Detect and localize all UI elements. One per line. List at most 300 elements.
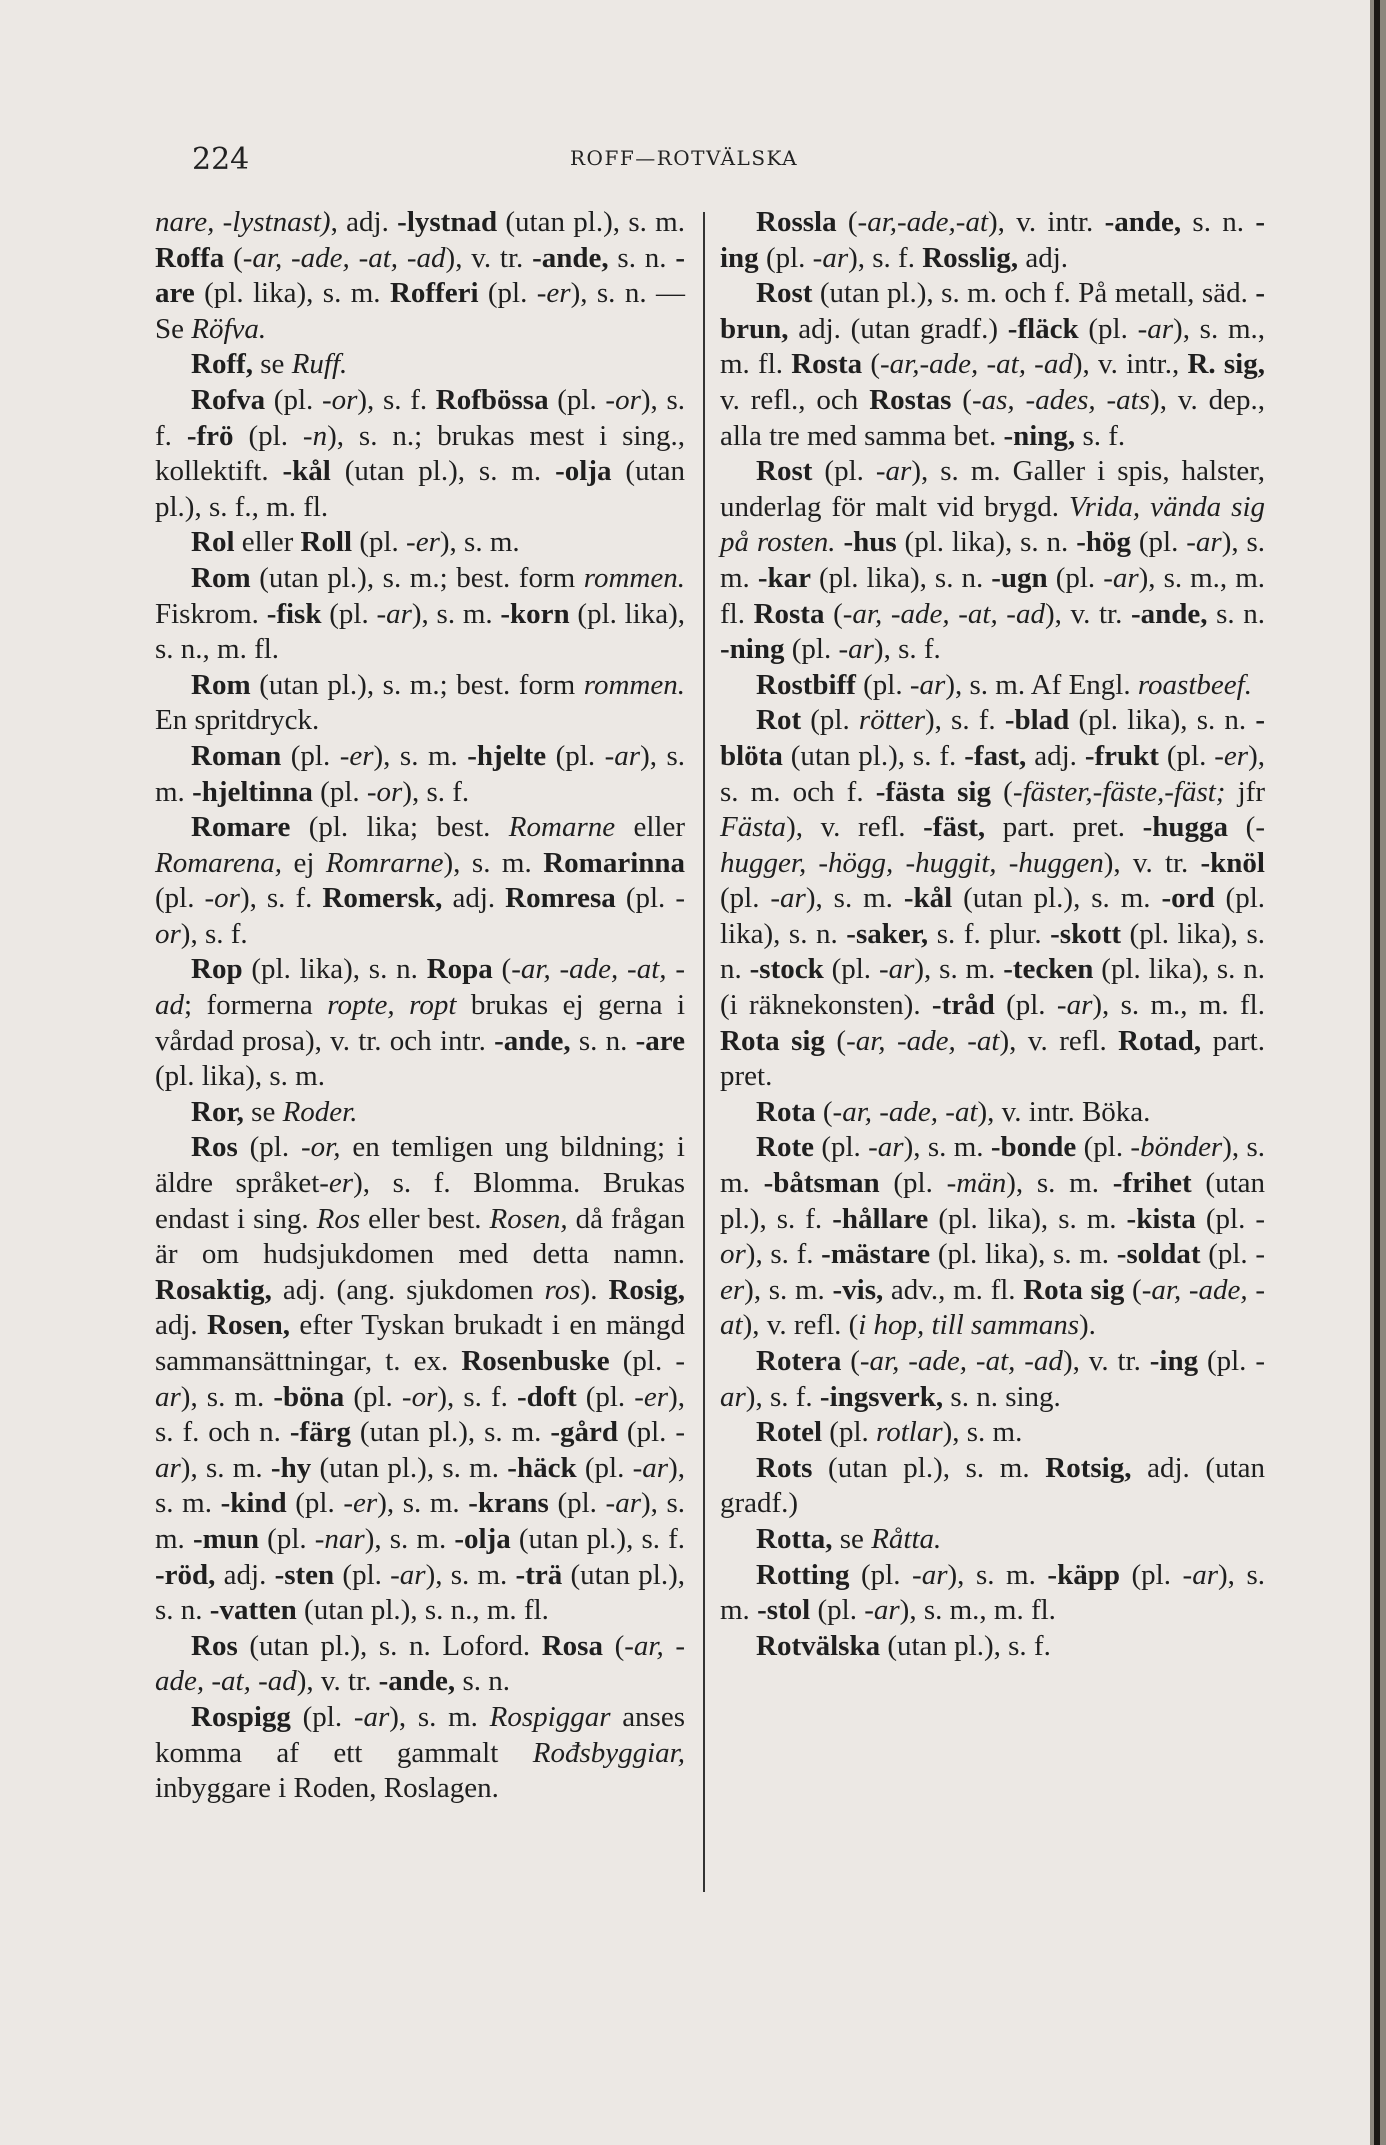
- italic-form: Vrida, vända sig på rosten.: [720, 490, 1265, 559]
- entry-text: ), s. m.: [439, 526, 520, 559]
- entry-text: ej: [282, 846, 326, 879]
- entry-text: ), s. f.: [873, 633, 941, 666]
- headword: -röd,: [155, 1558, 216, 1591]
- italic-form: -ar, -ade, -at, -ad: [842, 597, 1045, 630]
- entry-text: ), s. m.: [155, 739, 685, 808]
- page-number: 224: [192, 142, 250, 177]
- dictionary-entry: [155, 205, 685, 347]
- entry-text: (pl. lika), s. m.: [928, 1202, 1127, 1235]
- headword: Rofbössa: [435, 383, 549, 416]
- entry-text: ), v. tr.: [296, 1665, 379, 1698]
- dictionary-entry: [720, 1095, 1265, 1131]
- entry-text: (pl.: [312, 775, 367, 808]
- entry-text: ), s. n.; brukas mest i sing., kollektift.: [155, 419, 685, 488]
- entry-text: v. refl., och: [720, 383, 870, 416]
- entry-text: ), s. m., m. fl.: [1092, 989, 1265, 1022]
- italic-form: -ar, -ade, -at, -ad: [155, 1629, 685, 1698]
- dictionary-entry: [155, 561, 685, 668]
- italic-form: -ar: [605, 1487, 641, 1520]
- entry-text: (: [841, 1345, 860, 1377]
- italic-form: -or: [204, 882, 240, 915]
- italic-form: -er: [406, 526, 440, 559]
- entry-text: (: [1228, 811, 1256, 844]
- entry-text: ), v. tr.: [445, 241, 533, 274]
- entry-text: ), v. refl.: [999, 1024, 1119, 1057]
- headword: Rotvälska: [756, 1629, 881, 1662]
- entry-text: ), s. m. Galler i spis, halster, underlag för malt vid brygd.: [720, 455, 1265, 523]
- headword: Rossla: [756, 206, 837, 238]
- entry-text: ), v. tr.: [1062, 1345, 1150, 1377]
- headword: Rosig,: [608, 1273, 685, 1306]
- italic-form: -ar: [1186, 526, 1222, 559]
- headword: -hög: [1076, 526, 1131, 559]
- headword: Romersk,: [322, 882, 443, 915]
- entry-text: (: [602, 1629, 625, 1662]
- headword: -olja: [555, 455, 612, 488]
- entry-text: (pl.: [1119, 1558, 1183, 1591]
- entry-text: (pl. lika), s. n. (i räknekonsten).: [720, 953, 1266, 1022]
- entry-text: s. n.: [1181, 206, 1256, 238]
- headword: -are: [155, 241, 685, 310]
- headword: -doft: [517, 1380, 577, 1413]
- entry-text: efter Tyskan brukadt i en mängd sammansättningar, t. ex.: [155, 1309, 685, 1377]
- entry-text: ), s. m.: [947, 1558, 1048, 1591]
- dictionary-entry: [155, 1095, 685, 1131]
- headword: Rostas: [869, 383, 952, 416]
- entry-text: (pl.: [801, 704, 859, 737]
- entry-text: eller: [234, 526, 301, 559]
- entry-text: ), s. m.: [443, 846, 544, 879]
- headword: -ande,: [1130, 597, 1208, 630]
- dictionary-entry: [720, 1344, 1265, 1415]
- headword: Rots: [756, 1451, 813, 1484]
- headword: -vatten: [209, 1594, 297, 1627]
- entry-text: adv., m. fl.: [883, 1273, 1024, 1306]
- entry-text: ), s. m.: [425, 1558, 516, 1591]
- headword: Rol: [191, 526, 235, 559]
- italic-form: Rođsbyggiar,: [532, 1736, 685, 1769]
- entry-text: (pl. lika), s. m.: [155, 1060, 325, 1093]
- headword: Rosaktig,: [155, 1273, 272, 1306]
- headword: -kar: [757, 561, 811, 594]
- headword: -tecken: [1003, 953, 1094, 986]
- italic-form: Romarena,: [155, 846, 282, 879]
- italic-form: rötter: [858, 704, 925, 737]
- headword: -fäst,: [923, 811, 986, 844]
- entry-text: ), v. intr. Böka.: [977, 1095, 1151, 1128]
- headword: -korn: [500, 597, 570, 630]
- entry-text: (: [824, 597, 843, 630]
- entry-text: ), s. m.: [377, 1487, 469, 1520]
- entry-text: ), v. intr.,: [1072, 348, 1188, 381]
- headword: -blad: [1004, 704, 1070, 737]
- headword: Rostbiff: [756, 668, 856, 701]
- entry-text: ), s. m.: [411, 597, 501, 630]
- headword: -ugn: [991, 561, 1048, 594]
- headword: Rota: [756, 1095, 816, 1128]
- entry-text: ), s. m., m. fl.: [899, 1594, 1056, 1627]
- headword: -ande,: [532, 241, 609, 274]
- headword: -soldat: [1116, 1238, 1201, 1271]
- entry-text: (pl.: [576, 1451, 633, 1484]
- headword: -mun: [192, 1522, 260, 1555]
- entry-text: ), s. m.: [155, 1487, 686, 1555]
- entry-text: (: [1124, 1273, 1142, 1306]
- headword: -kista: [1126, 1202, 1196, 1235]
- entry-text: part. pret.: [985, 811, 1143, 844]
- headword: -gård: [550, 1416, 618, 1449]
- entry-text: (pl.: [615, 882, 676, 915]
- italic-form: -er: [634, 1380, 669, 1413]
- entry-text: (utan pl.), s. n.: [155, 1558, 685, 1627]
- headword: -ord: [1161, 882, 1215, 915]
- italic-form: -er: [1214, 739, 1249, 772]
- headword: Rost: [756, 277, 813, 310]
- headword: -hjelte: [467, 739, 547, 772]
- headword: Romresa: [505, 882, 616, 915]
- headword: Rosa: [541, 1629, 603, 1662]
- dictionary-entry: [720, 205, 1265, 276]
- headword: Roll: [300, 526, 353, 559]
- entry-text: (pl.: [879, 1167, 947, 1200]
- headword: Rop: [191, 953, 243, 986]
- italic-form: -ar, -ade, -at: [832, 1095, 978, 1128]
- italic-form: -ar: [1182, 1558, 1218, 1591]
- entry-text: (: [815, 1095, 833, 1128]
- right-column: [720, 205, 1265, 1664]
- entry-text: (utan pl.), s. m.: [812, 1451, 1046, 1484]
- headword: Ros: [191, 1131, 238, 1164]
- entry-text: s. f. plur.: [928, 917, 1051, 950]
- headword: -fästa sig: [875, 775, 991, 808]
- headword: Rotel: [756, 1416, 823, 1449]
- italic-form: -ar,-ade,-at: [857, 206, 989, 238]
- entry-text: s. n.: [1207, 597, 1265, 630]
- italic-form: -ar: [1056, 989, 1093, 1022]
- headword: Roff,: [191, 348, 254, 381]
- entry-text: s. n.: [608, 241, 676, 274]
- entry-text: ), s. m.: [942, 1416, 1023, 1449]
- italic-form: Ruff.: [291, 348, 348, 381]
- headword: -saker,: [846, 917, 929, 950]
- headword: -bonde: [990, 1131, 1077, 1164]
- italic-form: -ar: [1137, 312, 1174, 345]
- italic-form: -bönder: [1130, 1131, 1223, 1164]
- headword: -kål: [903, 882, 953, 915]
- entry-text: (pl.: [813, 1131, 869, 1164]
- entry-text: ), s. m.: [720, 526, 1266, 594]
- headword: R. sig,: [1187, 348, 1265, 381]
- running-head: ROFF—ROTVÄLSKA: [570, 146, 799, 170]
- entry-text: adj.: [442, 882, 506, 915]
- italic-form: -ar, -ade, -at: [720, 1273, 1265, 1342]
- entry-text: ), s. m.: [389, 1700, 490, 1733]
- entry-text: (pl.: [720, 882, 771, 915]
- entry-text: (pl.: [1131, 526, 1187, 559]
- entry-text: (pl.: [548, 1487, 606, 1520]
- italic-form: Råtta.: [871, 1522, 942, 1555]
- italic-form: -män: [946, 1167, 1007, 1200]
- entry-text: adj. (utan gradf.): [720, 1451, 1265, 1520]
- dictionary-entry: [155, 383, 685, 525]
- entry-text: (utan pl.), s. m.; best. form: [250, 561, 584, 594]
- entry-text: (utan pl.), s. m. och f. På metall, säd.: [812, 277, 1256, 310]
- entry-text: (pl. lika), s. n., m. fl.: [155, 597, 686, 666]
- entry-text: (pl.: [810, 1594, 865, 1627]
- entry-text: (: [991, 775, 1013, 808]
- entry-text: ), s. m. Af Engl.: [945, 668, 1138, 701]
- headword: Rotting: [756, 1558, 850, 1591]
- entry-text: adj.: [1018, 241, 1069, 274]
- headword: Rosenbuske: [461, 1345, 610, 1377]
- entry-text: (utan pl.), s. m.: [330, 455, 556, 488]
- entry-text: (utan pl.), s. f.: [510, 1522, 686, 1555]
- entry-text: (utan pl.), s. n. Loford.: [237, 1629, 542, 1662]
- italic-form: -ar: [878, 953, 915, 986]
- entry-text: (pl. lika), s. n.: [242, 953, 427, 986]
- headword: -sten: [274, 1558, 335, 1591]
- entry-text: (pl.: [1195, 1202, 1256, 1235]
- entry-text: ), s. m.: [914, 953, 1004, 986]
- entry-text: ), s. f. och n.: [155, 1380, 686, 1449]
- italic-form: -ar, -ade, -at, -ad: [155, 953, 685, 1022]
- entry-text: ), s. f.: [848, 241, 923, 274]
- italic-form: -ar: [875, 455, 912, 488]
- italic-form: -or: [366, 775, 403, 808]
- entry-text: ), s. f.: [180, 917, 248, 950]
- entry-text: part. pret.: [720, 1024, 1265, 1093]
- italic-form: -or: [401, 1380, 438, 1413]
- italic-form: er: [328, 1167, 354, 1200]
- headword: -tråd: [931, 989, 995, 1022]
- entry-text: då frågan är om hudsjukdomen med detta namn.: [155, 1202, 685, 1271]
- entry-text: (utan pl.), s. m.; best. form: [250, 668, 584, 701]
- binding-shadow: [1374, 0, 1380, 2145]
- headword: -kind: [220, 1487, 287, 1520]
- entry-text: s. n.: [570, 1024, 636, 1057]
- headword: -fläck: [1007, 312, 1079, 345]
- italic-form: -or: [321, 383, 358, 416]
- headword: -mästare: [821, 1238, 931, 1271]
- entry-text: (pl.: [321, 597, 377, 630]
- entry-text: se: [243, 1095, 283, 1128]
- entry-text: ), s. f.: [745, 1238, 822, 1271]
- italic-form: -or: [155, 882, 685, 950]
- italic-form: Romrarne: [325, 846, 444, 879]
- entry-text: (pl.: [259, 1522, 315, 1555]
- entry-text: (pl.: [233, 419, 303, 452]
- entry-text: (pl.: [849, 1558, 913, 1591]
- dictionary-entry: [155, 952, 685, 1094]
- entry-text: ), v. tr.: [1044, 597, 1131, 630]
- italic-form: -ar: [868, 1131, 904, 1164]
- italic-form: Ros: [316, 1202, 361, 1235]
- entry-text: ), s. f.: [402, 775, 470, 808]
- entry-text: jfr: [1225, 775, 1265, 808]
- headword: -hy: [270, 1451, 312, 1484]
- dictionary-entry: [720, 1451, 1265, 1522]
- headword: Romare: [191, 811, 291, 844]
- entry-text: (: [836, 206, 858, 238]
- dictionary-entry: [720, 454, 1265, 668]
- headword: Romarinna: [543, 846, 686, 879]
- entry-text: (pl.: [281, 739, 340, 772]
- entry-text: (pl.: [548, 383, 606, 416]
- italic-form: -ar: [1103, 561, 1139, 594]
- headword: Roffa: [155, 241, 225, 274]
- italic-form: rommen.: [583, 668, 685, 701]
- italic-form: -ar, -ade, -at, -ad: [242, 241, 446, 274]
- italic-form: -ar: [770, 882, 806, 915]
- italic-form: -ar: [812, 241, 849, 274]
- entry-text: (pl.: [334, 1558, 391, 1591]
- italic-form: -er: [343, 1487, 378, 1520]
- headword: -kål: [282, 455, 331, 488]
- italic-form: -ar: [838, 633, 874, 666]
- entry-text: (pl. lika), s. m.: [930, 1238, 1117, 1271]
- headword: Rost: [756, 455, 813, 488]
- headword: Rosen,: [207, 1309, 291, 1342]
- entry-text: se: [832, 1522, 872, 1555]
- headword: Rota sig: [1023, 1273, 1125, 1306]
- italic-form: -ar: [632, 1451, 669, 1484]
- entry-text: (pl.: [290, 1700, 354, 1733]
- headword: -fast,: [964, 739, 1027, 772]
- entry-text: ), s. m., m. fl.: [720, 561, 1266, 630]
- entry-text: (pl. lika), s. n.: [720, 882, 1266, 950]
- italic-form: -fäster,-fäste,-fäst;: [1012, 775, 1226, 808]
- headword: -olja: [454, 1522, 511, 1555]
- headword: -ning: [720, 633, 785, 666]
- entry-text: (: [824, 1024, 847, 1057]
- entry-text: (: [862, 348, 881, 381]
- headword: -hugga: [1142, 811, 1229, 844]
- italic-form: -or: [720, 1202, 1265, 1271]
- italic-form: -ar: [376, 597, 412, 630]
- page-edge: [1370, 0, 1386, 2145]
- entry-text: ), s. m.: [1006, 1167, 1113, 1200]
- entry-text: ), s. m., m. fl.: [720, 312, 1266, 381]
- headword: Rosta: [753, 597, 825, 630]
- headword: Rosslig,: [922, 241, 1019, 274]
- headword: -vis,: [832, 1273, 884, 1306]
- entry-text: se: [253, 348, 292, 381]
- italic-form: Romarne: [508, 811, 616, 844]
- dictionary-entry: [155, 668, 685, 739]
- headword: -are: [635, 1024, 685, 1057]
- headword: -brun,: [720, 277, 1265, 345]
- entry-text: (utan pl.), s. f.: [782, 739, 965, 772]
- headword: -fisk: [266, 597, 322, 630]
- entry-text: adj. (ang. sjukdomen: [271, 1273, 545, 1306]
- italic-form: -or,: [300, 1131, 341, 1164]
- italic-form: rommen.: [583, 561, 685, 594]
- headword: -hållare: [832, 1202, 929, 1235]
- headword: -båtsman: [763, 1167, 880, 1200]
- italic-form: -er: [536, 277, 571, 310]
- dictionary-entry: [155, 1629, 685, 1700]
- headword: -ing: [1149, 1345, 1199, 1377]
- dictionary-entry: [720, 1558, 1265, 1629]
- entry-text: (pl.: [1076, 1131, 1131, 1164]
- headword: Rom: [191, 561, 251, 594]
- entry-text: ), s. f. Blomma. Brukas endast i sing.: [155, 1167, 685, 1235]
- entry-text: ), v. tr.: [1103, 846, 1201, 879]
- entry-text: (pl.: [237, 1131, 301, 1164]
- headword: -trä: [515, 1558, 563, 1591]
- headword: -skott: [1050, 917, 1122, 950]
- entry-text: (pl.: [994, 989, 1057, 1022]
- entry-text: (pl.: [546, 739, 605, 772]
- dictionary-entry: [155, 1700, 685, 1807]
- headword: Rote: [756, 1131, 814, 1164]
- entry-text: (pl. lika), s. m.: [194, 277, 390, 310]
- italic-form: -ar,-ade, -at, -ad: [880, 348, 1073, 381]
- entry-text: (pl.: [822, 1416, 876, 1449]
- entry-text: ), s. m.: [364, 1522, 455, 1555]
- entry-text: ; formerna: [184, 989, 328, 1022]
- entry-text: (pl.: [855, 668, 910, 701]
- entry-text: s. f.: [1075, 419, 1126, 452]
- entry-text: ), s. m. och f.: [720, 739, 1265, 808]
- headword: -stol: [757, 1594, 811, 1627]
- headword: -färg: [289, 1416, 351, 1449]
- headword: -frukt: [1084, 739, 1159, 772]
- headword: -krans: [468, 1487, 549, 1520]
- entry-text: ), s. m.: [805, 882, 904, 915]
- italic-form: -ar, -ade, -at: [846, 1024, 1000, 1057]
- entry-text: (pl. lika), s. n.: [811, 561, 992, 594]
- entry-text: (pl.: [823, 953, 879, 986]
- entry-text: brukas ej gerna i vårdad prosa), v. tr. och intr.: [155, 989, 686, 1057]
- entry-text: eller: [615, 811, 685, 844]
- entry-text: (pl.: [1047, 561, 1104, 594]
- entry-text: adj.: [215, 1558, 275, 1591]
- entry-text: (pl.: [758, 241, 813, 274]
- italic-form: -hugger, -högg, -huggit, -huggen: [720, 811, 1265, 879]
- entry-text: (pl.: [155, 882, 205, 915]
- headword: Rotsig,: [1045, 1451, 1132, 1484]
- entry-text: (utan pl.), s. m.: [497, 206, 685, 238]
- italic-form: nare, -lystnast): [155, 206, 331, 238]
- entry-text: ), s. m.: [903, 1131, 991, 1164]
- entry-text: (utan pl.), s. f., m. fl.: [155, 455, 685, 523]
- italic-form: ros: [544, 1273, 581, 1306]
- headword: -ingsverk,: [819, 1380, 944, 1413]
- italic-form: i hop, till sammans: [858, 1309, 1079, 1342]
- headword: Rot: [756, 704, 802, 737]
- headword: -ande,: [494, 1024, 571, 1057]
- italic-form: ropte, ropt: [327, 989, 457, 1022]
- italic-form: Rosen,: [489, 1202, 568, 1235]
- italic-form: rotlar: [876, 1416, 943, 1449]
- dictionary-entry: [720, 1130, 1265, 1344]
- entry-text: s. n. sing.: [943, 1380, 1061, 1413]
- entry-text: ), v. intr.: [988, 206, 1105, 238]
- dictionary-entry: [720, 1522, 1265, 1558]
- entry-text: (pl.: [478, 277, 537, 310]
- dictionary-entry: [720, 1415, 1265, 1451]
- headword: -käpp: [1047, 1558, 1120, 1591]
- headword: Ros: [191, 1629, 238, 1662]
- entry-text: ), s. m.: [373, 739, 468, 772]
- entry-text: (utan pl.), s. f.: [720, 1167, 1266, 1235]
- italic-form: -ar: [604, 739, 641, 772]
- dictionary-entry: [155, 739, 685, 810]
- italic-form: -or: [605, 383, 641, 416]
- headword: Rofva: [191, 383, 266, 416]
- entry-text: (pl.: [609, 1345, 676, 1377]
